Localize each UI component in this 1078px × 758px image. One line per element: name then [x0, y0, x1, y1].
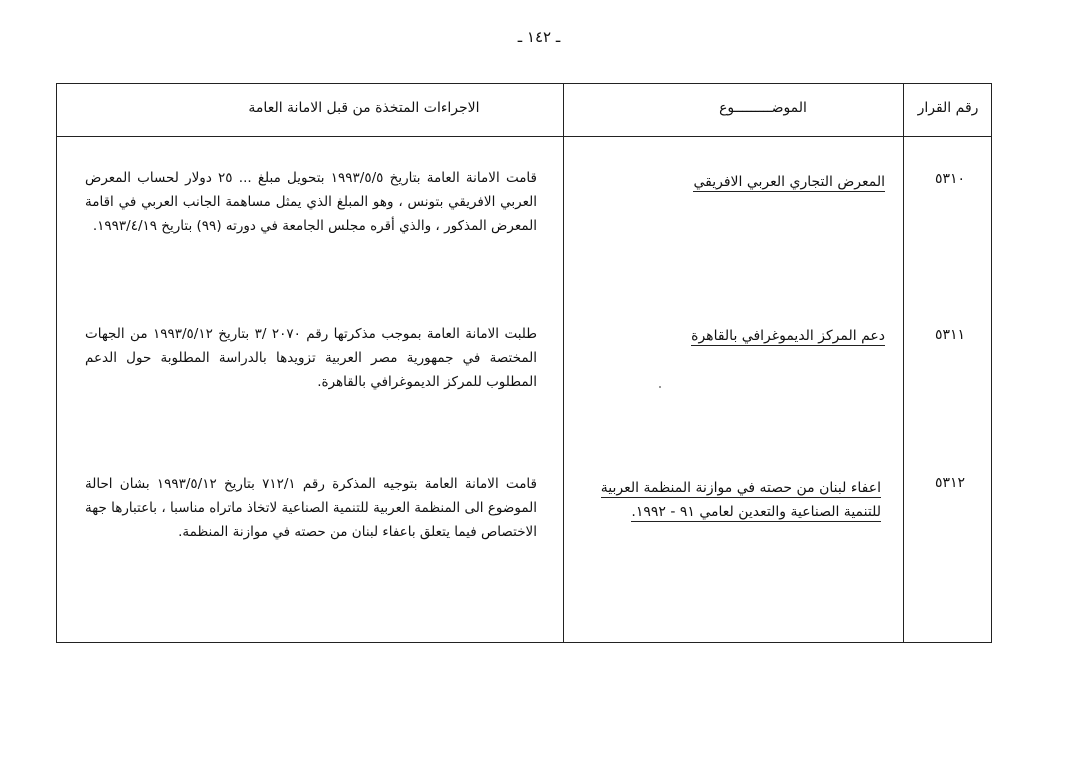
row-3-decision-number: ٥٣١٢	[934, 475, 966, 491]
column-divider-subject-number	[903, 84, 904, 642]
row-2-subject-text: دعم المركز الديموغرافي بالقاهرة	[691, 328, 885, 344]
row-1-subject-text: المعرض التجاري العربي الافريقي	[693, 174, 885, 190]
header-subject: الموضـــــــــوع	[719, 100, 807, 116]
row-2-action: طلبت الامانة العامة بموجب مذكرتها رقم ٢٠٧٠ /٣ بتاريخ ١٩٩٣/٥/١٢ من الجهات المختصة في جمهورية مصر العربية تزويدها بالدراسة المطلوبة حول الدعم المطلوب للمركز الديموغرافي بالقاهرة.	[85, 326, 537, 390]
row-3-subject-text: اعفاء لبنان من حصته في موازنة المنظمة العربية للتنمية الصناعية والتعدين لعامي ٩١ - ١٩٩٢.	[600, 480, 881, 520]
row-1-action: قامت الامانة العامة بتاريخ ١٩٩٣/٥/٥ بتحويل مبلغ ... ٢٥ دولار لحساب المعرض العربي الافريقي بتونس ، وهو المبلغ الذي يمثل مساهمة الجانب العربي في اقامة المعرض المذكور ، والذي أقره مجلس الجامعة في دورته (٩٩) بتاريخ ١٩٩٣/٤/١٩.	[85, 170, 537, 234]
page-number: ـ ١٤٢ ـ	[517, 28, 561, 46]
row-3-subject	[577, 476, 881, 524]
row-2-subject	[657, 324, 885, 348]
header-decision-number: رقم القرار	[917, 100, 979, 116]
header-divider	[57, 136, 991, 137]
scan-speck	[659, 386, 661, 388]
row-3-action: قامت الامانة العامة بتوجيه المذكرة رقم ٧١٢/١ بتاريخ ١٩٩٣/٥/١٢ بشان احالة الموضوع الى المنظمة العربية للتنمية الصناعية لاتخاذ ماتراه مناسبا ، باعتبارها جهة الاختصاص فيما يتعلق باعفاء لبنان من حصته في موازنة المنظمة.	[85, 476, 537, 540]
decisions-table	[56, 83, 992, 643]
column-divider-actions-subject	[563, 84, 564, 642]
row-1-subject	[657, 170, 885, 194]
row-1-decision-number: ٥٣١٠	[934, 171, 966, 187]
header-actions: الاجراءات المتخذة من قبل الامانة العامة	[248, 100, 480, 116]
row-2-decision-number: ٥٣١١	[934, 327, 966, 343]
